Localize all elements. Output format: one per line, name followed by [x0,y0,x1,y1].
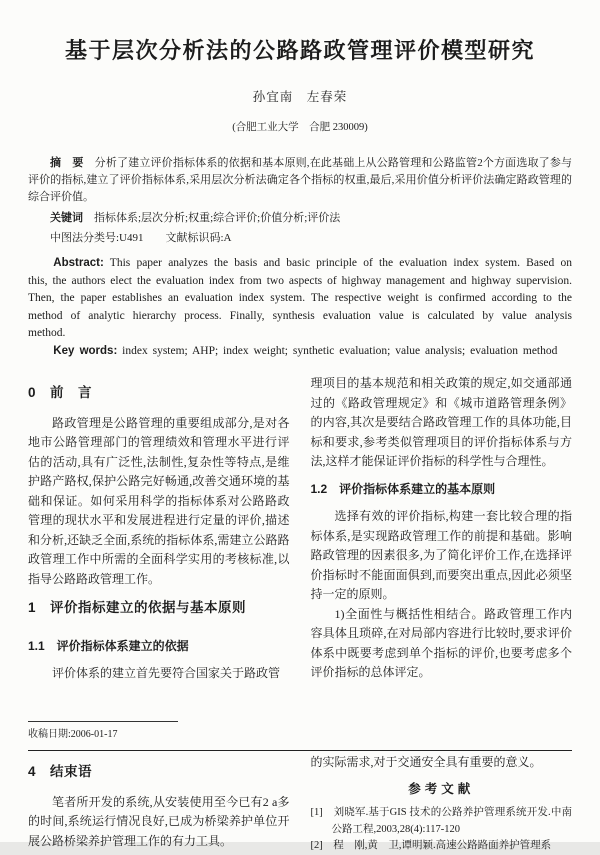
reference-item-1: [1] 刘晓军.基于GIS 技术的公路养护管理系统开发.中南公路工程,2003,28(4):117-120 [310,807,572,835]
section-1-1-paragraph: 评价体系的建立首先要符合国家关于路政管 [52,666,281,680]
conclusion-paragraph: 笔者所开发的系统,从安装使用至今已有2 a多的时间,系统运行情况良好,已成为桥梁养护单位开展公路桥梁养护管理工作的有力工具。 [28,794,290,848]
section-1-2-heading: 1.2 评价指标体系建立的基本原则 [310,481,496,496]
section-1-1-continuation: 理项目的基本规范和相关政策的规定,如交通部通过的《路政管理规定》和《城市道路管理条例》的内容,其次是要结合路政管理工作的具体功能,目标和要求,参考类似管理项目的评价指标体系与方法,这样才能保证评价指标的科学性与合理性。 [310,376,572,468]
paper-affiliation: (合肥工业大学 合肥 230009) [232,122,368,133]
keywords-en [28,343,572,361]
left-column [28,374,290,746]
abstract-label-cn: 摘 要 [50,157,95,169]
section-1-2-paragraph: 选择有效的评价指标,构建一套比较合理的指标体系,是实现路政管理工作的前提和基础。影响路政管理的因素很多,为了简化评价工作,在选择评价指标时不能面面俱到,而要突出重点,因此必须坚持一定的原则。 [310,509,572,601]
abstract-en [28,255,572,343]
keywords-label-en: Key words: [53,344,118,357]
section-1-heading: 1 评价指标建立的依据与基本原则 [28,600,247,615]
section-1-1-heading: 1.1 评价指标体系建立的依据 [28,638,189,653]
section-1-2-item-1: 1)全面性与概括性相结合。路政管理工作内容具体且琐碎,在对局部内容进行比较时,要求评价体系中既要考虑到单个指标的评价,也要考虑多个评价指标的总体评定。 [310,606,572,679]
footnote-area [28,721,290,746]
keywords-text-cn: 指标体系;层次分析;权重;综合评价;价值分析;评价法 [94,212,341,224]
section-0-paragraph: 路政管理是公路管理的重要组成部分,是对各地市公路管理部门的管理绩效和管理水平进行评估的活动,具有广泛性,法制性,复杂性等特点,是维护路产路权,保护公路完好畅通,改善交通环境的基础和保证。如何采用科学的指标体系对公路路政管理的现状水平和发展进程进行定量的评价,描述和分析,还缺乏全面,系统的指标体系,需建立公路路政管理工作中所需的全面科学实用的考核标准,以指导公路路政管理工作。 [28,415,290,586]
footnote-divider [28,721,178,722]
received-date: 收稿日期:2006-01-17 [28,729,118,740]
reference-item-2: [2] 程 刚,黄 卫,谭明颖.高速公路路面养护管理系 [310,840,552,851]
document-code: 文献标识码:A [165,232,232,244]
keywords-text-en: index system; AHP; index weight; synthetic evaluation; value analysis; evaluation method [122,344,558,357]
previous-article-columns [28,753,572,855]
abstract-text-en: This paper analyzes the basis and basic principle of the evaluation index system. Based on this, the authors elect the evaluation index from two aspects of highway management and highway supervision. Then, the paper establishes an evaluation index system. The respective weight is confirmed according to the method of analytic hierarchy process. Finally, synthesis evaluation value is calculated by value analysis method. [28,257,572,339]
keywords-cn [28,210,572,227]
references-heading: 参考文献 [408,781,475,796]
abstract-text-cn: 分析了建立评价指标体系的依据和基本原则,在此基础上从公路管理和公路监管2个方面选取了参与评价的指标,建立了评价指标体系,采用层次分析法确定各个指标的权重,最后,采用价值分析评价法确定路政管理的综合评价值。 [28,157,573,203]
abstract-cn [28,155,572,206]
paper-title: 基于层次分析法的公路路政管理评价模型研究 [64,38,535,63]
paper-authors: 孙宜南 左春荣 [252,90,348,104]
abstract-block-en [28,255,572,360]
main-two-columns [28,374,572,746]
clc-line [28,230,572,247]
conclusion-continuation: 的实际需求,对于交通安全具有重要的意义。 [310,755,542,769]
abstract-block-cn [28,155,572,247]
section-0-heading: 0 前 言 [28,385,93,400]
conclusion-heading: 4 结束语 [28,764,93,779]
abstract-label-en: Abstract: [53,257,104,269]
prev-article-left-column [28,753,290,855]
right-column [311,374,573,746]
keywords-label-cn: 关键词 [50,212,94,224]
clc-number: 中图法分类号:U491 [50,232,144,244]
article-separator-rule [28,750,572,751]
prev-article-right-column [311,753,573,855]
